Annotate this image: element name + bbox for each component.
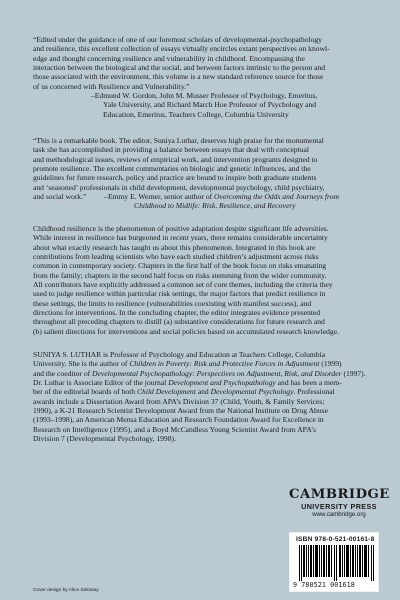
attribution-book-title: Overcoming the Odds and Journeys from bbox=[214, 192, 339, 202]
bio-text: (1999) bbox=[319, 359, 342, 369]
endorsement-quote-werner bbox=[33, 136, 373, 211]
quote-line: “This is a remarkable book. The editor, Suniya Luthar, deserves high praise for the monumental bbox=[33, 136, 324, 145]
quote-attribution: Education, Emeritus, Teachers College, Columbia University bbox=[103, 109, 289, 119]
attribution-book-title-cont: Childhood to Midlife: Risk, Resilience, and Recovery bbox=[134, 201, 296, 211]
bio-line: awards include a Dissertation Award from APA’s Division 37 (Child, Youth, & Family Services; bbox=[33, 396, 325, 406]
quote-line: of us concerned with Resilience and Vulnerability.” bbox=[33, 81, 190, 91]
publisher-subtitle: UNIVERSITY PRESS bbox=[301, 502, 377, 511]
endorsement-quote-gordon bbox=[33, 35, 373, 119]
editor-bio bbox=[33, 350, 373, 443]
bio-line bbox=[33, 369, 373, 378]
bio-journal-title: Child Development bbox=[136, 387, 196, 397]
bio-line: (1993–1998), an American Mensa Education and Research Foundation Award for Excellence in bbox=[33, 415, 324, 425]
description-line: While interest in resilience has burgeoned in recent years, there remains considerable uncertainty bbox=[33, 233, 328, 243]
quote-attribution: Yale University, and Richard March Hoe Professor of Psychology and bbox=[103, 100, 317, 110]
quote-line: and ‘seasoned’ professionals in child development, developmental psychology, child psychiatry, bbox=[33, 182, 325, 192]
cover-design-credit: Cover design by Alice Soloway bbox=[33, 588, 99, 593]
bio-journal-title: Development and Psychopathology bbox=[168, 378, 276, 388]
quote-line: those associated with the environment, this volume is a new standard reference source for those bbox=[33, 72, 324, 82]
bio-line: Division 7 (Developmental Psychology, 1998). bbox=[33, 434, 176, 444]
bio-text: . Professional bbox=[293, 387, 335, 397]
bio-text: ber of the editorial boards of both bbox=[33, 387, 137, 397]
quote-line: task she has accomplished in providing a balance between essays that deal with conceptual bbox=[33, 145, 310, 155]
description-line: contributions from leading scientists who have each studied children’s adjustment across risks bbox=[33, 252, 319, 262]
attribution-prefix: –Emmy E. Werner, senior author of bbox=[104, 192, 215, 202]
bio-journal-title: Developmental Psychology bbox=[210, 387, 294, 397]
attribution-book-title bbox=[33, 201, 373, 210]
description-line: about what exactly research has taught us about this phenomenon. Integrated in this book are bbox=[33, 242, 316, 252]
quote-attribution bbox=[33, 192, 373, 201]
bio-line: 1990), a K-21 Research Scientist Development Award from the National Institute on Drug Abuse bbox=[33, 406, 328, 416]
bio-line bbox=[33, 378, 373, 387]
bio-text: Dr. Luthar is Associate Editor of the journal bbox=[33, 378, 169, 388]
quote-line: and resilience, this excellent collection of essays virtually encircles extant perspectives on knowl- bbox=[33, 44, 330, 54]
bio-book-title: Children in Poverty: Risk and Protective Forces in Adjustment bbox=[129, 359, 320, 369]
bio-text: University. She is the author of bbox=[33, 359, 130, 369]
description-line: from the family; chapters in the second half focus on risks stemming from the wider community. bbox=[33, 270, 327, 280]
bio-book-title: Developmental Psychopathology: Perspectives on Adjustment, Risk, and Disorder bbox=[92, 368, 342, 378]
bio-text: and has been a mem- bbox=[275, 378, 342, 388]
bio-line bbox=[33, 387, 373, 396]
barcode-bars bbox=[299, 545, 375, 581]
bio-line: Research on Intelligence (1995), and a Boyd McCandless Young Scientist Award from APA’s bbox=[33, 424, 316, 434]
description-line: All contributors have explicitly addressed a common set of core themes, including the criteria they bbox=[33, 280, 333, 290]
description-line: used to judge resilience within particular risk settings, the major factors that predict resilience in bbox=[33, 289, 326, 299]
barcode-digits: 9 780521 001618 bbox=[293, 581, 355, 589]
description-line: directions for interventions. In the concluding chapter, the editor integrates evidence presented bbox=[33, 308, 321, 318]
description-line: these settings, the limits to resilience (vulnerabilities coexisting with manifest success), and bbox=[33, 298, 312, 308]
description-line: (b) salient directions for interventions and social policies based on accumulated research knowledge. bbox=[33, 326, 339, 336]
isbn-label: ISBN 978-0-521-00161-8 bbox=[296, 536, 375, 543]
isbn-barcode bbox=[289, 532, 379, 592]
description-line: Childhood resilience is the phenomenon of positive adaptation despite significant life adversities. bbox=[33, 224, 329, 233]
bio-line bbox=[33, 359, 373, 368]
quote-attribution: –Edmund W. Gordon, John M. Musser Professor of Psychology, Emeritus, bbox=[91, 91, 318, 101]
quote-line: “Edited under the guidance of one of our foremost scholars of developmental-psychopathology bbox=[33, 35, 323, 44]
bio-text: and bbox=[195, 387, 211, 397]
quote-line: interaction between the biological and the social, and between factors intrinsic to the person and bbox=[33, 63, 326, 73]
quote-last-line: and social work.” bbox=[33, 192, 87, 202]
bio-line: SUNIYA S. LUTHAR is Professor of Psychology and Education at Teachers College, Columbia bbox=[33, 350, 326, 359]
quote-line: guidelines for future research, policy and practice are bound to inspire both graduate students bbox=[33, 173, 317, 183]
publisher-name: CAMBRIDGE bbox=[289, 487, 390, 502]
publisher-url[interactable]: www.cambridge.org bbox=[312, 511, 366, 518]
bio-text: and the coeditor of bbox=[33, 368, 93, 378]
quote-line: promote resilience. The excellent commentaries on biologic and genetic influences, and the bbox=[33, 164, 311, 174]
publisher-logo bbox=[289, 488, 389, 532]
description-line: throughout all preceding chapters to distill (a) substantive considerations for future research and bbox=[33, 317, 325, 327]
description-line: common in contemporary society. Chapters in the first half of the book focus on risks emanating bbox=[33, 261, 327, 271]
book-description bbox=[33, 224, 373, 336]
bio-text: (1997). bbox=[341, 368, 366, 378]
quote-line: and methodological issues, reviews of empirical work, and intervention programs designed to bbox=[33, 154, 318, 164]
quote-line: edge and thought concerning resilience and vulnerability in childhood. Encompassing the bbox=[33, 53, 305, 63]
